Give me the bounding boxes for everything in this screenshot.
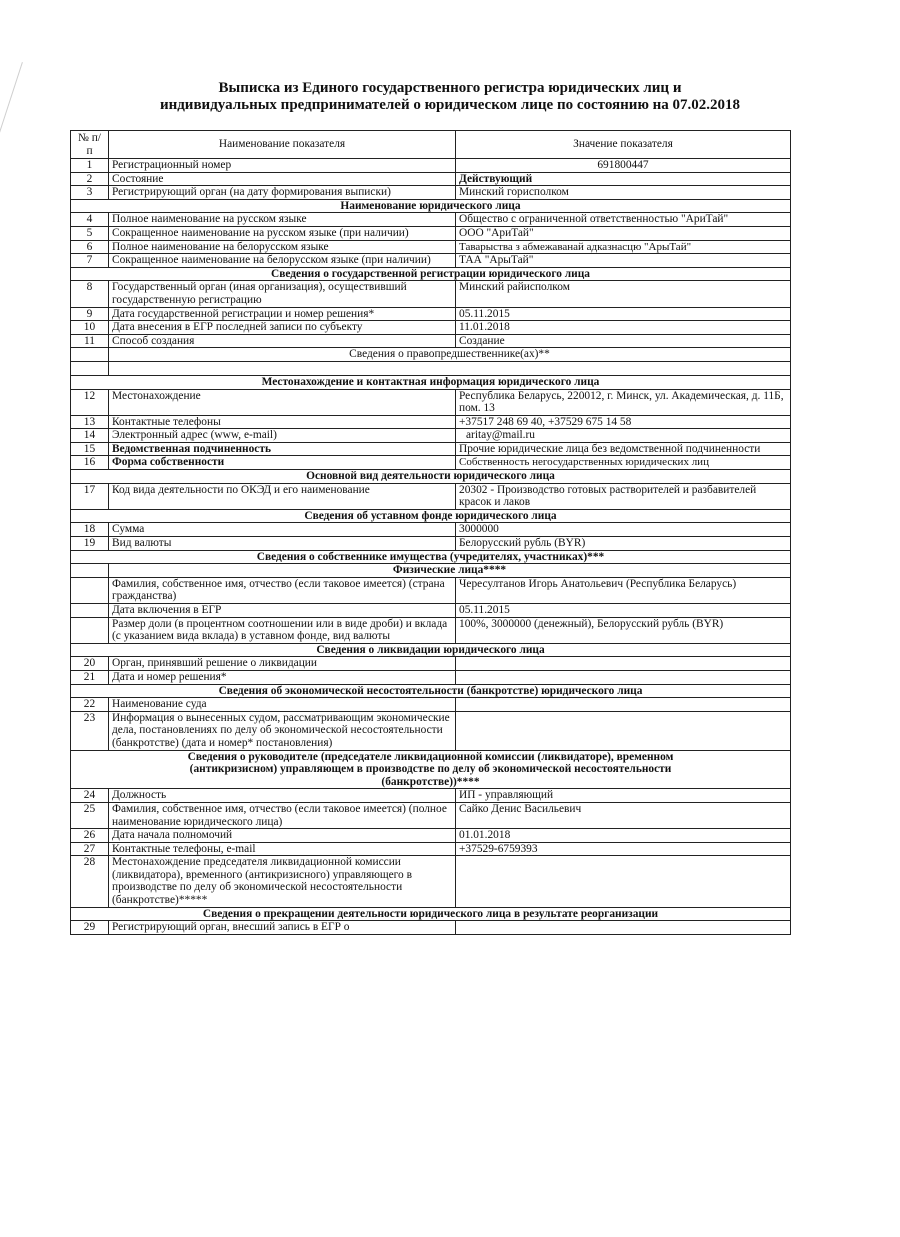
row-value	[456, 856, 791, 907]
row-label: Способ создания	[109, 334, 456, 348]
row-label: Регистрационный номер	[109, 159, 456, 173]
section-title: Сведения о прекращении деятельности юридического лица в результате реорганизации	[71, 907, 791, 921]
header-value: Значение показателя	[456, 131, 791, 159]
row-num: 14	[71, 429, 109, 443]
row-value: 20302 - Производство готовых растворителей и разбавителей красок и лаков	[456, 483, 791, 509]
section-row	[71, 907, 791, 921]
row-num: 3	[71, 186, 109, 200]
table-row	[71, 921, 791, 935]
section-title: Основной вид деятельности юридического лица	[71, 470, 791, 484]
row-label: Местонахождение председателя ликвидационной комиссии (ликвидатора), временного (антикризисного) управляющего в производстве по делу об экономической несостоятельности (банкротстве)*****	[109, 856, 456, 907]
scan-edge-mark	[0, 62, 23, 148]
row-label: Электронный адрес (www, e-mail)	[109, 429, 456, 443]
row-label: Размер доли (в процентном соотношении или в виде дроби) и вклада (с указанием вида вклада) в уставном фонде, вид валюты	[109, 617, 456, 643]
row-num: 1	[71, 159, 109, 173]
section-row	[71, 684, 791, 698]
row-value: Белорусский рубль (BYR)	[456, 537, 791, 551]
row-label: Должность	[109, 789, 456, 803]
row-label: Код вида деятельности по ОКЭД и его наименование	[109, 483, 456, 509]
row-num: 8	[71, 281, 109, 307]
register-table-wrap	[70, 130, 790, 935]
row-label: Вид валюты	[109, 537, 456, 551]
section-title: Сведения об уставном фонде юридического лица	[71, 509, 791, 523]
row-value: Минский горисполком	[456, 186, 791, 200]
table-row	[71, 537, 791, 551]
row-num: 25	[71, 802, 109, 828]
section-row	[71, 375, 791, 389]
row-num-empty	[71, 361, 109, 375]
table-row	[71, 240, 791, 254]
title-line-1: Выписка из Единого государственного регистра юридических лиц и	[218, 80, 682, 96]
section-row	[71, 643, 791, 657]
row-num: 29	[71, 921, 109, 935]
section-title-physical: Физические лица****	[109, 564, 791, 578]
row-num-empty	[71, 564, 109, 578]
table-row	[71, 577, 791, 603]
row-value: 100%, 3000000 (денежный), Белорусский рубль (BYR)	[456, 617, 791, 643]
section-row	[71, 348, 791, 362]
row-value: Сайко Денис Васильевич	[456, 802, 791, 828]
table-row	[71, 617, 791, 643]
register-table	[70, 130, 791, 935]
title-line-2: индивидуальных предпринимателей о юридическом лице по состоянию на 07.02.2018	[159, 97, 741, 113]
section-title: Сведения о собственнике имущества (учредителях, участниках)***	[71, 550, 791, 564]
table-row	[71, 159, 791, 173]
section-row	[71, 550, 791, 564]
row-num: 9	[71, 307, 109, 321]
row-label: Регистрирующий орган, внесший запись в ЕГР о	[109, 921, 456, 935]
row-value: aritay@mail.ru	[456, 429, 791, 443]
empty-row	[71, 361, 791, 375]
row-value	[456, 711, 791, 750]
row-value: ИП - управляющий	[456, 789, 791, 803]
row-value: ООО "АриТай"	[456, 226, 791, 240]
row-num-empty	[71, 348, 109, 362]
row-label: Дата включения в ЕГР	[109, 604, 456, 618]
document-title	[70, 80, 830, 114]
section-title: Местонахождение и контактная информация юридического лица	[71, 375, 791, 389]
row-value	[456, 657, 791, 671]
section-row	[71, 509, 791, 523]
table-row	[71, 281, 791, 307]
row-label: Дата начала полномочий	[109, 829, 456, 843]
table-row	[71, 429, 791, 443]
table-row	[71, 172, 791, 186]
row-num: 20	[71, 657, 109, 671]
row-label: Форма собственности	[109, 456, 456, 470]
row-value: 11.01.2018	[456, 321, 791, 335]
row-num: 12	[71, 389, 109, 415]
row-value	[456, 670, 791, 684]
row-value: 3000000	[456, 523, 791, 537]
section-title-line: (антикризисном) управляющем в производстве по делу об экономической несостоятельности	[189, 763, 672, 776]
row-num: 22	[71, 698, 109, 712]
row-value: Минский райисполком	[456, 281, 791, 307]
section-row	[71, 199, 791, 213]
row-label: Наименование суда	[109, 698, 456, 712]
row-value: Создание	[456, 334, 791, 348]
row-value: Прочие юридические лица без ведомственной подчиненности	[456, 442, 791, 456]
row-label: Фамилия, собственное имя, отчество (если таковое имеется) (страна гражданства)	[109, 577, 456, 603]
section-title: Сведения о государственной регистрации юридического лица	[71, 267, 791, 281]
table-row	[71, 657, 791, 671]
row-label: Состояние	[109, 172, 456, 186]
row-value: 691800447	[456, 159, 791, 173]
section-row	[71, 470, 791, 484]
row-label: Государственный орган (иная организация), осуществивший государственную регистрацию	[109, 281, 456, 307]
row-num: 28	[71, 856, 109, 907]
row-label: Дата внесения в ЕГР последней записи по субъекту	[109, 321, 456, 335]
table-row	[71, 334, 791, 348]
row-value: Чересултанов Игорь Анатольевич (Республика Беларусь)	[456, 577, 791, 603]
table-row	[71, 321, 791, 335]
table-row	[71, 670, 791, 684]
section-title-line: (банкротстве))****	[381, 775, 480, 788]
row-label: Контактные телефоны, e-mail	[109, 842, 456, 856]
header-name: Наименование показателя	[109, 131, 456, 159]
section-title-head	[71, 750, 791, 789]
row-value: Общество с ограниченной ответственностью "АриТай"	[456, 213, 791, 227]
table-row	[71, 829, 791, 843]
row-label: Полное наименование на русском языке	[109, 213, 456, 227]
table-row	[71, 856, 791, 907]
row-value: Действующий	[456, 172, 791, 186]
table-row	[71, 789, 791, 803]
row-num: 13	[71, 415, 109, 429]
row-num: 5	[71, 226, 109, 240]
section-title-line: Сведения о руководителе (председателе ликвидационной комиссии (ликвидаторе), временном	[187, 750, 674, 763]
table-row	[71, 698, 791, 712]
row-value: +37529-6759393	[456, 842, 791, 856]
section-row	[71, 750, 791, 789]
row-value	[456, 698, 791, 712]
row-value: 05.11.2015	[456, 307, 791, 321]
row-num: 7	[71, 254, 109, 268]
row-num: 2	[71, 172, 109, 186]
row-num: 26	[71, 829, 109, 843]
row-label: Фамилия, собственное имя, отчество (если таковое имеется) (полное наименование юридического лица)	[109, 802, 456, 828]
row-value: Собственность негосударственных юридических лиц	[456, 456, 791, 470]
row-label: Орган, принявший решение о ликвидации	[109, 657, 456, 671]
row-num: 11	[71, 334, 109, 348]
section-title: Сведения об экономической несостоятельности (банкротстве) юридического лица	[71, 684, 791, 698]
row-value: Таварыства з абмежаванай адказнасцю "АрыТай"	[456, 240, 791, 254]
row-label: Полное наименование на белорусском языке	[109, 240, 456, 254]
header-num: № п/п	[71, 131, 109, 159]
row-num-empty	[71, 577, 109, 603]
row-num: 27	[71, 842, 109, 856]
section-title: Сведения о ликвидации юридического лица	[71, 643, 791, 657]
row-value: 01.01.2018	[456, 829, 791, 843]
row-label: Дата и номер решения*	[109, 670, 456, 684]
row-label: Дата государственной регистрации и номер решения*	[109, 307, 456, 321]
table-row	[71, 389, 791, 415]
row-num: 16	[71, 456, 109, 470]
row-label: Ведомственная подчиненность	[109, 442, 456, 456]
row-num: 6	[71, 240, 109, 254]
table-row	[71, 483, 791, 509]
row-label: Контактные телефоны	[109, 415, 456, 429]
row-num: 24	[71, 789, 109, 803]
row-num: 17	[71, 483, 109, 509]
table-header	[71, 131, 791, 159]
row-label: Сумма	[109, 523, 456, 537]
row-label: Сокращенное наименование на русском языке (при наличии)	[109, 226, 456, 240]
table-row	[71, 442, 791, 456]
table-row	[71, 213, 791, 227]
row-value: ТАА "АрыТай"	[456, 254, 791, 268]
row-num: 21	[71, 670, 109, 684]
section-row	[71, 267, 791, 281]
table-row	[71, 254, 791, 268]
row-num-empty	[71, 604, 109, 618]
row-num: 10	[71, 321, 109, 335]
row-value: Республика Беларусь, 220012, г. Минск, ул. Академическая, д. 11Б, пом. 13	[456, 389, 791, 415]
row-num: 19	[71, 537, 109, 551]
row-label: Местонахождение	[109, 389, 456, 415]
row-value	[456, 921, 791, 935]
table-row	[71, 604, 791, 618]
row-label: Информация о вынесенных судом, рассматривающим экономические дела, постановлениях по делу об экономической несостоятельности (банкротстве) (дата и номер* постановления)	[109, 711, 456, 750]
row-num-empty	[71, 617, 109, 643]
row-value: 05.11.2015	[456, 604, 791, 618]
row-value: +37517 248 69 40, +37529 675 14 58	[456, 415, 791, 429]
table-row	[71, 523, 791, 537]
table-row	[71, 307, 791, 321]
row-label: Регистрирующий орган (на дату формирования выписки)	[109, 186, 456, 200]
section-row	[71, 564, 791, 578]
table-row	[71, 415, 791, 429]
section-title: Наименование юридического лица	[71, 199, 791, 213]
row-num: 4	[71, 213, 109, 227]
section-title-predecessor: Сведения о правопредшественнике(ах)**	[109, 348, 791, 362]
row-num: 23	[71, 711, 109, 750]
row-label: Сокращенное наименование на белорусском языке (при наличии)	[109, 254, 456, 268]
table-row	[71, 226, 791, 240]
table-row	[71, 456, 791, 470]
table-row	[71, 186, 791, 200]
table-row	[71, 711, 791, 750]
table-row	[71, 802, 791, 828]
row-empty	[109, 361, 791, 375]
row-num: 18	[71, 523, 109, 537]
table-row	[71, 842, 791, 856]
row-num: 15	[71, 442, 109, 456]
